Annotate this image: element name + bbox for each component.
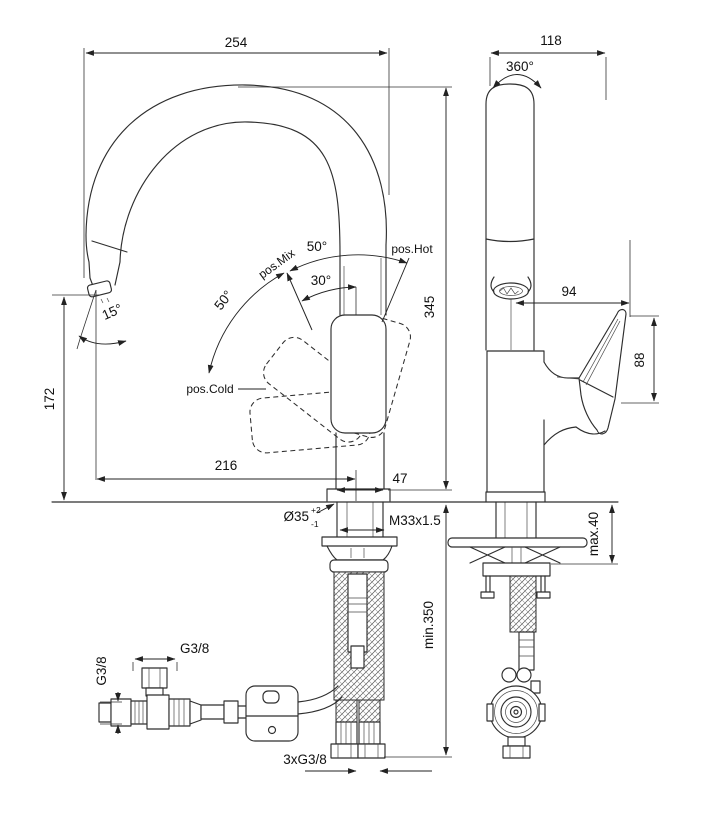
spray-hose-inner — [348, 574, 367, 652]
horseshoe-washer — [448, 538, 587, 547]
label-angle-30: 30° — [310, 273, 332, 288]
dim-label-118: 118 — [540, 33, 562, 48]
tube-joint-line — [486, 239, 534, 242]
dim-label-216: 216 — [214, 458, 238, 473]
dim-label-94: 94 — [561, 284, 577, 299]
arc-15 — [79, 336, 126, 344]
dim-label-max40: max.40 — [586, 511, 601, 557]
label-pos-cold: pos.Cold — [186, 382, 234, 396]
shank-front — [337, 502, 383, 537]
body-side — [486, 351, 579, 502]
label-pos-mix: pos.Mix — [255, 245, 298, 282]
label-swivel-360: 360° — [506, 59, 534, 74]
braided-hoses-front — [331, 572, 385, 758]
label-angle-50-top: 50° — [306, 239, 328, 254]
aerator-ticks — [101, 298, 109, 303]
quick-connector-block — [246, 686, 342, 741]
side-view — [448, 84, 626, 758]
dim-label-min350: min.350 — [421, 600, 436, 650]
mounting-flange-front — [322, 537, 397, 575]
label-shank-thread: M33x1.5 — [389, 513, 441, 528]
label-hole-tol-plus: +2 — [311, 505, 321, 515]
front-view — [86, 85, 414, 758]
hose-end-side — [519, 632, 534, 670]
handle-side — [576, 310, 626, 434]
label-hole-dia: Ø35 — [283, 509, 309, 524]
base-side — [486, 492, 545, 502]
handle-front — [331, 315, 386, 433]
valve-body — [147, 695, 169, 729]
arc-50-cold-mix — [209, 273, 284, 373]
hose-and-check-valve-side — [487, 576, 545, 758]
bracket-struts — [470, 547, 560, 563]
base-front — [327, 489, 390, 501]
spout-outline — [86, 85, 386, 303]
label-angle-15: 15° — [99, 300, 125, 323]
spout-tube-side — [486, 84, 534, 350]
valve-cap — [99, 703, 111, 722]
label-angle-50-left: 50° — [211, 287, 236, 313]
label-hose-connections: 3xG3/8 — [283, 752, 327, 767]
valve-hex-top — [142, 668, 167, 688]
hose-nut-right — [358, 744, 385, 758]
hose-ferrule-right — [359, 722, 380, 744]
dim-label-47: 47 — [392, 471, 408, 486]
aerator-side — [494, 283, 529, 299]
dim-label-88: 88 — [632, 352, 647, 368]
hose-nut-left — [331, 744, 358, 758]
arc-360 — [493, 75, 541, 89]
label-valve-thread-side: G3/8 — [94, 656, 109, 686]
dim-label-254: 254 — [224, 35, 248, 50]
hose-ferrule-left — [336, 722, 357, 744]
dim-label-172: 172 — [42, 387, 57, 411]
arc-30 — [302, 287, 356, 301]
arc-50-mix-hot — [290, 255, 407, 271]
valve-nut — [503, 746, 530, 758]
label-hole-tol-minus: -1 — [311, 519, 319, 529]
check-valve — [490, 686, 542, 738]
leader-pos-mix — [287, 273, 312, 330]
angle-valve — [99, 668, 246, 729]
dim-label-345: 345 — [422, 295, 437, 319]
clamp-collar — [483, 563, 550, 576]
label-pos-hot: pos.Hot — [391, 242, 433, 256]
label-valve-thread-top: G3/8 — [180, 641, 210, 656]
